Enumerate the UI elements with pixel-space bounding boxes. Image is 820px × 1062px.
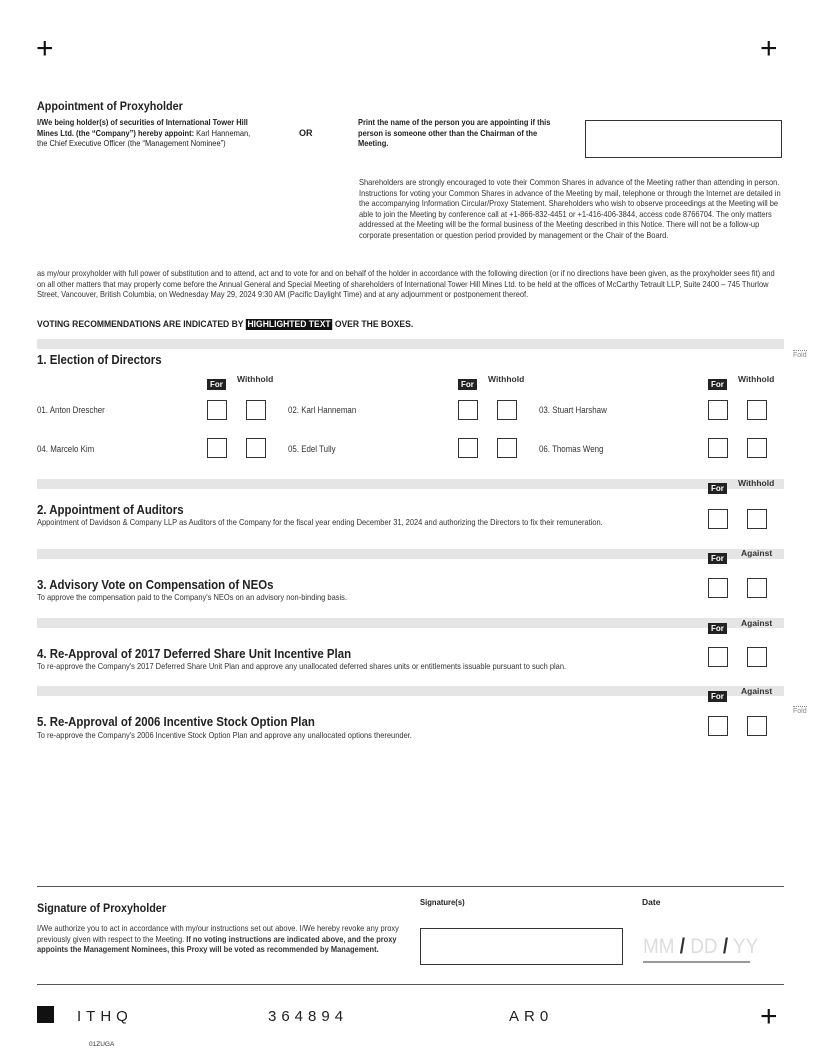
resolution-text: Appointment of Davidson & Company LLP as Auditors of the Company for the fiscal year ending December 31, 2024 and authorizing the Directors to fix their remuneration. (37, 517, 603, 527)
for-checkbox[interactable] (708, 438, 728, 458)
resolution-text: To approve the compensation paid to the Company's NEOs on an advisory non-binding basis. (37, 592, 347, 602)
proxyholder-name-field[interactable] (585, 120, 782, 158)
director-name: 03. Stuart Harshaw (539, 405, 607, 415)
for-checkbox[interactable] (708, 578, 728, 598)
section-divider (37, 618, 784, 628)
for-header: For (708, 374, 727, 392)
for-checkbox[interactable] (207, 438, 227, 458)
signature-field[interactable] (420, 928, 623, 965)
director-name: 05. Edel Tully (288, 444, 336, 454)
appointment-title: Appointment of Proxyholder (37, 99, 183, 113)
for-header: For (708, 478, 727, 496)
withhold-header: Withhold (237, 374, 274, 384)
withhold-checkbox[interactable] (497, 400, 517, 420)
resolution-title: 3. Advisory Vote on Compensation of NEOs (37, 577, 274, 592)
resolution-text: To re-approve the Company's 2006 Incentive Stock Option Plan and approve any unallocated options thereunder. (37, 730, 412, 740)
registration-mark-bottom-right: + (760, 1000, 778, 1033)
date-label: Date (642, 897, 661, 907)
signature-authorization-text: I/We authorize you to act in accordance with my/our instructions set out above. I/We hereby revoke any proxy previously given with respect to the Meeting. If no voting instructions are indicated above, and the proxy appoints the Management Nominees, this Proxy will be voted as recommended by Management. (37, 923, 399, 954)
withhold-checkbox[interactable] (747, 509, 767, 529)
signature-title: Signature of Proxyholder (37, 901, 167, 915)
for-header: For (708, 618, 727, 636)
election-title: 1. Election of Directors (37, 352, 162, 367)
section-divider (37, 549, 784, 559)
director-name: 02. Karl Hanneman (288, 405, 357, 415)
withhold-checkbox[interactable] (497, 438, 517, 458)
resolution-title: 4. Re-Approval of 2017 Deferred Share Unit Incentive Plan (37, 646, 352, 661)
proxy-authority-text: as my/our proxyholder with full power of substitution and to attend, act and to vote for and on behalf of the holder in accordance with the following direction (or if no directions have been given, as the proxyholder sees fit) and on all other matters that may properly come before the Annual General and Special Meeting of shareholders of International Tower Hill Mines Ltd. to be held at the offices of McCarthy Tetrault LLP, Suite 2400 – 745 Thurlow Street, Vancouver, British Columbia, on Wednesday May 29, 2024 9:30 AM (Pacific Daylight Time) and at any adjournment or postponement thereof. (37, 268, 775, 299)
for-header: For (458, 374, 477, 392)
resolution-title: 5. Re-Approval of 2006 Incentive Stock Option Plan (37, 714, 315, 729)
for-checkbox[interactable] (207, 400, 227, 420)
withhold-checkbox[interactable] (246, 400, 266, 420)
against-checkbox[interactable] (747, 716, 767, 736)
issuer-code: ITHQ (77, 1008, 133, 1025)
registration-mark-top-right: + (760, 32, 778, 65)
director-name: 04. Marcelo Kim (37, 444, 95, 454)
highlighted-text-sample: HIGHLIGHTED TEXT (247, 319, 331, 330)
for-checkbox[interactable] (708, 400, 728, 420)
withhold-checkbox[interactable] (747, 400, 767, 420)
withhold-header: Withhold (738, 478, 775, 488)
for-header: For (708, 548, 727, 566)
for-checkbox[interactable] (708, 509, 728, 529)
fold-mark: Fold (793, 708, 807, 715)
registration-square (37, 1006, 54, 1023)
form-code: AR0 (509, 1008, 554, 1025)
section-divider (37, 339, 784, 349)
resolution-text: To re-approve the Company's 2017 Deferred Share Unit Plan and approve any unallocated deferred shares units or entitlements issuable pursuant to such plan. (37, 661, 567, 671)
signature-top-rule (37, 886, 784, 887)
or-label: OR (299, 128, 313, 138)
withhold-header: Withhold (738, 374, 775, 384)
section-divider (37, 479, 784, 489)
withhold-checkbox[interactable] (246, 438, 266, 458)
voting-recommendations-note: VOTING RECOMMENDATIONS ARE INDICATED BY HIGHLIGHTED TEXT OVER THE BOXES. (37, 319, 414, 330)
for-header: For (207, 374, 226, 392)
registration-mark-top-left: + (36, 32, 54, 65)
print-name-instructions: Print the name of the person you are appointing if this person is someone other than the Chairman of the Meeting. (358, 117, 551, 148)
signatures-label: Signature(s) (420, 897, 465, 907)
document-number: 364894 (268, 1008, 349, 1025)
for-checkbox[interactable] (708, 647, 728, 667)
against-header: Against (741, 548, 773, 558)
against-checkbox[interactable] (747, 647, 767, 667)
for-checkbox[interactable] (708, 716, 728, 736)
director-name: 01. Anton Drescher (37, 405, 105, 415)
section-divider (37, 686, 784, 696)
against-header: Against (741, 618, 773, 628)
form-id-code: 01ZUGA (89, 1041, 115, 1048)
fold-mark: Fold (793, 352, 807, 359)
against-header: Against (741, 686, 773, 696)
director-name: 06. Thomas Weng (539, 444, 604, 454)
for-header: For (708, 686, 727, 704)
withhold-checkbox[interactable] (747, 438, 767, 458)
date-field[interactable]: MM / DD / YY (643, 933, 750, 963)
resolution-title: 2. Appointment of Auditors (37, 502, 184, 517)
for-checkbox[interactable] (458, 438, 478, 458)
for-checkbox[interactable] (458, 400, 478, 420)
withhold-header: Withhold (488, 374, 525, 384)
against-checkbox[interactable] (747, 578, 767, 598)
shareholder-notice: Shareholders are strongly encouraged to vote their Common Shares in advance of the Meeting rather than attending in person. Instructions for voting your Common Shares in advance of the Meeting by mail, telephone or through the Internet are detailed in the accompanying Information Circular/Proxy Statement. Shareholders who wish to observe proceedings at the Meeting will be able to join the Meeting by conference call at +1-866-832-4451 or +1-416-406-3844, access code 8766704. The only matters addressed at the Meeting will be the formal business of the Meeting described in this Notice. There will not be a follow-up corporate presentation or question period provided by management or the Chair of the Board. (359, 177, 781, 240)
appointment-intro: I/We being holder(s) of securities of International Tower Hill Mines Ltd. (the “Company”) hereby appoint: Karl Hanneman, the Chief Executive Officer (the “Management Nominee”) (37, 117, 251, 148)
signature-bottom-rule (37, 984, 784, 985)
